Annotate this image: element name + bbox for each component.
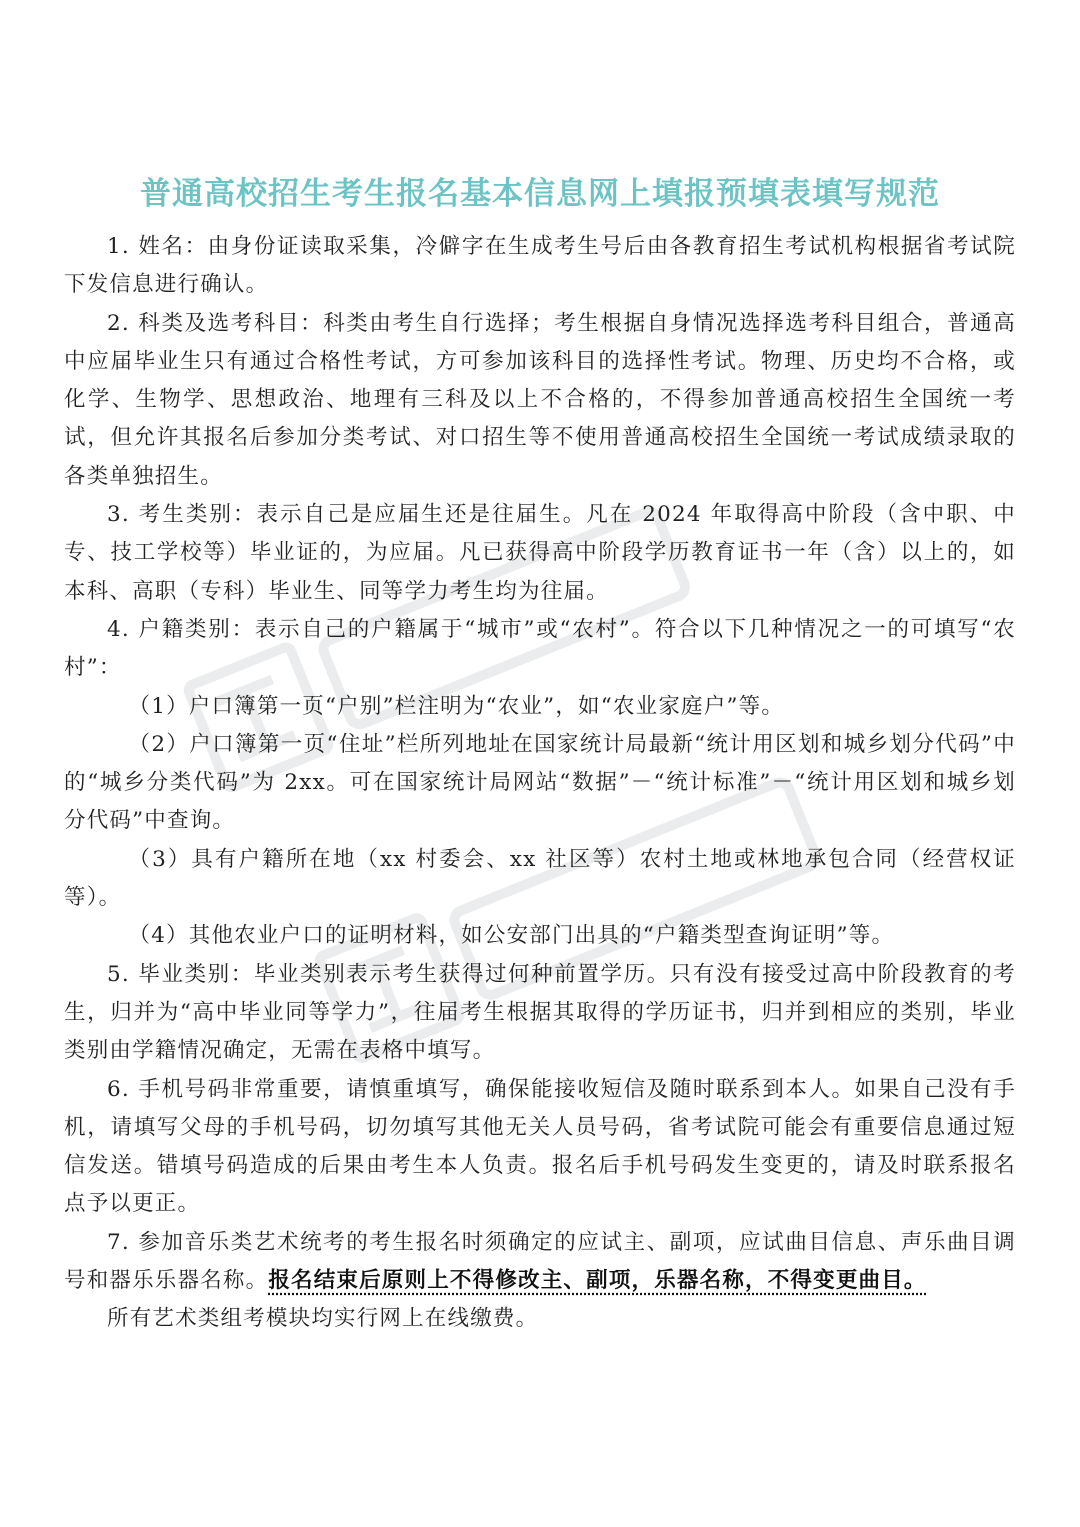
household-condition-1: （1）户口簿第一页“户别”栏注明为“农业”，如“农业家庭户”等。: [128, 693, 785, 719]
item-graduation-type: 5. 毕业类别：毕业类别表示考生获得过何种前置学历。只有没有接受过高中阶段教育的考生，归并为“高中毕业同等学力”，往届考生根据其取得的学历证书，归并到相应的类别，毕业类别由学籍情况确定，无需在表格中填写。: [64, 961, 1016, 1064]
document-body: [64, 228, 1016, 1339]
music-exam-bold-notice: 报名结束后原则上不得修改主、副项，乐器名称，不得变更曲目。: [268, 1268, 927, 1294]
item-phone-number: 6. 手机号码非常重要，请慎重填写，确保能接收短信及随时联系到本人。如果自己没有手机，请填写父母的手机号码，切勿填写其他无关人员号码，省考试院可能会有重要信息通过短信发送。错填号码造成的后果由考生本人负责。报名后手机号码发生变更的，请及时联系报名点予以更正。: [64, 1076, 1016, 1217]
music-exam-text: 7. 参加音乐类艺术统考的考生报名时须确定的应试主、副项，应试曲目信息、声乐曲目调号和器乐乐器名称。: [64, 1229, 1016, 1294]
item-music-exam: [64, 1224, 1016, 1301]
item-name: 1. 姓名：由身份证读取采集，冷僻字在生成考生号后由各教育招生考试机构根据省考试院下发信息进行确认。: [64, 234, 1016, 298]
household-condition-4: （4）其他农业户口的证明材料，如公安部门出具的“户籍类型查询证明”等。: [128, 923, 895, 949]
item-household-type: 4. 户籍类别：表示自己的户籍属于“城市”或“农村”。符合以下几种情况之一的可填写“农村”：: [64, 616, 1016, 681]
item-subject-category: 2. 科类及选考科目：科类由考生自行选择；考生根据自身情况选择选考科目组合，普通高中应届毕业生只有通过合格性考试，方可参加该科目的选择性考试。物理、历史均不合格，或化学、生物学、思想政治、地理有三科及以上不合格的，不得参加普通高校招生全国统一考试，但允许其报名后参加分类考试、对口招生等不使用普通高校招生全国统一考试成绩录取的各类单独招生。: [64, 310, 1016, 489]
household-condition-2: （2）户口簿第一页“住址”栏所列地址在国家统计局最新“统计用区划和城乡划分代码”中的“城乡分类代码”为 2xx。可在国家统计局网站“数据”－“统计标准”－“统计用区划和城乡划分代码”中查询。: [64, 731, 1016, 834]
page-title: 普通高校招生考生报名基本信息网上填报预填表填写规范: [140, 176, 940, 212]
item-candidate-type: 3. 考生类别：表示自己是应届生还是往届生。凡在 2024 年取得高中阶段（含中职、中专、技工学校等）毕业证的，为应届。凡已获得高中阶段学历教育证书一年（含）以上的，如本科、高职（专科）毕业生、同等学力考生均为往届。: [64, 502, 1016, 604]
online-payment-note: 所有艺术类组考模块均实行网上在线缴费。: [107, 1306, 539, 1332]
household-condition-3: （3）具有户籍所在地（xx 村委会、xx 社区等）农村土地或林地承包合同（经营权证等）。: [64, 846, 1016, 911]
